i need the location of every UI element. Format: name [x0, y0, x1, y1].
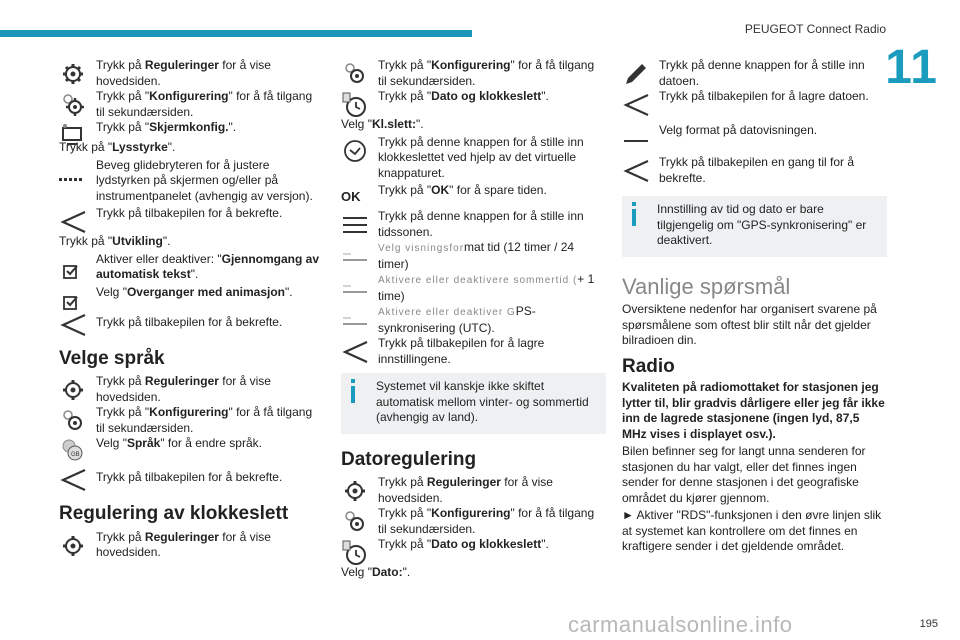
- text: for å vise hovedsiden.: [96, 374, 271, 404]
- clock-icon: [341, 91, 369, 119]
- step: [622, 89, 887, 105]
- text: Trykk på ": [378, 506, 432, 520]
- step: [59, 315, 324, 331]
- text: Trykk på: [96, 529, 145, 544]
- language-flags-icon: [59, 436, 87, 464]
- text: Utvikling: [112, 234, 163, 248]
- step: [59, 158, 324, 205]
- text: Velg format på datovisningen.: [659, 123, 818, 137]
- text: Dato og klokkeslett: [431, 89, 542, 103]
- paragraph: [341, 565, 606, 581]
- checkbox-icon: [59, 258, 87, 286]
- text: Trykk på ": [96, 89, 150, 103]
- text: ".: [285, 284, 293, 299]
- text: Konfigurering: [149, 405, 229, 419]
- text: Trykk på: [96, 58, 145, 72]
- step: [59, 285, 324, 301]
- info-note: [622, 196, 887, 257]
- text: Dato:: [371, 565, 403, 579]
- step: [59, 252, 324, 283]
- text: Konfigurering: [149, 89, 229, 103]
- text: OK: [431, 183, 450, 197]
- text: Aktiver eller deaktiver: ": [96, 251, 222, 266]
- text: Velg ": [96, 436, 127, 450]
- text: ".: [541, 537, 549, 551]
- info-icon: [348, 379, 358, 403]
- text: Skjermkonfig.: [149, 120, 229, 134]
- step: [59, 470, 324, 486]
- paragraph: [59, 140, 324, 156]
- text: Velg ": [96, 284, 127, 299]
- text: Trykk på tilbakepilen for å bekrefte.: [96, 314, 283, 329]
- step: [59, 436, 324, 458]
- answer: Bilen befinner seg for langt unna senderen for stasjonen du har valgt, eller det finnes ingen sender for denne stasjonen i det geografiske området du kjører gjennom.: [622, 444, 866, 505]
- settings-gears-icon: [341, 60, 369, 88]
- text: Trykk på tilbakepilen for å bekrefte.: [96, 470, 283, 484]
- step: [341, 240, 606, 272]
- text: " for å spare tiden.: [449, 183, 547, 197]
- gear-icon: [341, 477, 369, 505]
- step: [622, 123, 887, 139]
- text: Trykk på tilbakepilen for å bekrefte.: [96, 206, 283, 220]
- text: ".: [162, 234, 171, 248]
- text: Trykk på ": [378, 89, 432, 103]
- back-arrow-icon: [622, 91, 650, 119]
- line-icon: [622, 125, 650, 153]
- text: Velg ": [341, 117, 372, 131]
- text: Trykk på ": [378, 183, 432, 197]
- text: ".: [167, 140, 176, 154]
- section-heading: Regulering av klokkeslett: [59, 503, 289, 524]
- paragraph: [59, 234, 324, 250]
- text: Aktivere eller deaktivere sommertid (: [378, 275, 578, 286]
- text: Trykk på ": [378, 58, 432, 72]
- text: Kl.slett:: [371, 117, 416, 131]
- text: ".: [541, 89, 549, 103]
- step: [59, 530, 324, 561]
- step: [341, 304, 606, 336]
- text: Konfigurering: [431, 506, 511, 520]
- text: ".: [190, 267, 199, 281]
- chapter-number: 11: [885, 41, 938, 94]
- toggle-icon: [341, 306, 369, 334]
- text: Trykk på tilbakepilen en gang til for å bekrefte.: [659, 155, 854, 185]
- text: Trykk på tilbakepilen for å lagre datoen.: [659, 89, 869, 103]
- gear-icon: [59, 376, 87, 404]
- watermark: carmanualsonline.info: [568, 612, 793, 637]
- step: [59, 374, 324, 405]
- step: [59, 58, 324, 89]
- step: [341, 336, 606, 367]
- svg-text:GB: GB: [71, 452, 80, 458]
- text: Velg visningsfor: [378, 243, 465, 254]
- text: Trykk på: [378, 475, 427, 489]
- text: Trykk på: [96, 374, 145, 388]
- step: [341, 89, 606, 105]
- text: Dato og klokkeslett: [431, 537, 542, 551]
- section-heading: Radio: [622, 355, 675, 377]
- text: Trykk på ": [59, 234, 113, 248]
- question: Kvaliteten på radiomottaket for stasjonen jeg lytter til, blir gradvis dårligere eller jeg får ikke inn de lagrede stasjonene (ingen lyd, 87,5 MHz vises i displayet osv.).: [622, 380, 885, 441]
- text: ".: [402, 565, 411, 579]
- paragraph: [341, 117, 606, 133]
- text: ".: [415, 117, 424, 131]
- text: Velg ": [341, 565, 372, 579]
- text: Trykk på tilbakepilen for å lagre innstillingene.: [378, 336, 545, 366]
- text: for å vise hovedsiden.: [96, 58, 271, 88]
- text: Reguleringer: [144, 374, 219, 388]
- step: [341, 209, 606, 240]
- back-arrow-icon: [341, 338, 369, 366]
- answer-action: ► Aktiver "RDS"-funksjonen i den øvre linjen slik at systemet kan kontrollere om det finnes en kraftigere sender i det gjeldende området.: [622, 508, 882, 553]
- settings-gears-icon: [59, 407, 87, 435]
- step: [59, 89, 324, 120]
- section-heading: Vanlige spørsmål: [622, 273, 791, 299]
- ok-icon: OK: [341, 189, 361, 204]
- text: Trykk på ": [378, 537, 432, 551]
- step: [341, 58, 606, 89]
- text: + 1 time): [378, 272, 595, 303]
- text: Trykk på ": [96, 120, 150, 134]
- text: " for å få tilgang til sekundærsiden.: [378, 506, 595, 536]
- text: " for å få tilgang til sekundærsiden.: [378, 58, 595, 88]
- text: for å vise hovedsiden.: [378, 475, 553, 505]
- clock-icon: [341, 539, 369, 567]
- back-arrow-icon: [59, 208, 87, 236]
- settings-gears-icon: [59, 91, 87, 119]
- header-bar: [0, 30, 472, 37]
- column-middle: [341, 58, 606, 583]
- step: [622, 58, 887, 89]
- paragraph: Oversiktene nedenfor har organisert svarene på spørsmålene som oftest blir stilt når det gjelder bilradioen din.: [622, 302, 877, 347]
- note-text: Systemet vil kanskje ikke skiftet automatisk mellom vinter- og sommertid (avhengig av land).: [376, 379, 589, 424]
- step: [341, 537, 606, 553]
- text: for å vise hovedsiden.: [96, 529, 271, 559]
- text: Reguleringer: [144, 58, 219, 72]
- step: [59, 405, 324, 436]
- text: " for å få tilgang til sekundærsiden.: [96, 405, 313, 435]
- pencil-icon: [622, 60, 650, 88]
- menu-icon: [341, 211, 369, 239]
- step: [341, 475, 606, 506]
- back-arrow-icon: [59, 466, 87, 494]
- step: [341, 183, 606, 204]
- gear-icon: [59, 532, 87, 560]
- column-right: [622, 58, 887, 557]
- text: Reguleringer: [426, 475, 501, 489]
- back-arrow-icon: [59, 311, 87, 339]
- text: mat tid (12 timer / 24 timer): [378, 240, 575, 271]
- gear-icon: [59, 60, 87, 88]
- note-text: Innstilling av tid og dato er bare tilgjengelig om "GPS-synkronisering" er deaktivert.: [657, 202, 867, 247]
- info-note: [341, 373, 606, 434]
- text: Trykk på ": [96, 405, 150, 419]
- text: Aktivere eller deaktiver G: [378, 307, 516, 318]
- section-heading: Velge språk: [59, 347, 165, 369]
- text: Språk: [126, 436, 161, 450]
- text: " for å endre språk.: [160, 436, 262, 450]
- settings-gears-icon: [341, 508, 369, 536]
- step: [622, 155, 887, 186]
- text: Beveg glidebryteren for å justere lydstyrken på skjermen og/eller på instrumentpanelet (avhengig av versjon).: [96, 157, 313, 203]
- text: PS-synkronisering (UTC).: [378, 304, 536, 335]
- text: Trykk på denne knappen for å stille inn datoen.: [659, 58, 865, 88]
- step: [341, 272, 606, 304]
- page-number: 195: [919, 618, 938, 630]
- text: Konfigurering: [431, 58, 511, 72]
- text: Trykk på ": [59, 140, 113, 154]
- screen-brightness-icon: [59, 120, 87, 148]
- step: [341, 135, 606, 182]
- text: Lysstyrke: [112, 140, 168, 154]
- section-heading: Datoregulering: [341, 448, 477, 470]
- text: Trykk på denne knappen for å stille inn klokkeslettet ved hjelp av det virtuelle knappaturet.: [378, 134, 584, 180]
- check-circle-icon: [341, 137, 369, 165]
- step: [341, 506, 606, 537]
- text: Gjennomgang av automatisk tekst: [96, 251, 319, 281]
- text: ".: [228, 120, 237, 134]
- text: Reguleringer: [144, 529, 219, 544]
- step: [59, 206, 324, 222]
- toggle-icon: [341, 274, 369, 302]
- step: [59, 120, 324, 136]
- info-icon: [629, 202, 639, 226]
- toggle-icon: [341, 242, 369, 270]
- column-left: [59, 58, 324, 561]
- back-arrow-icon: [622, 157, 650, 185]
- text: Overganger med animasjon: [126, 284, 286, 299]
- slider-icon: [59, 164, 87, 192]
- header-title: PEUGEOT Connect Radio: [744, 22, 886, 36]
- text: Trykk på denne knappen for å stille inn tidssonen.: [378, 209, 584, 239]
- text: " for å få tilgang til sekundærsiden.: [96, 89, 313, 119]
